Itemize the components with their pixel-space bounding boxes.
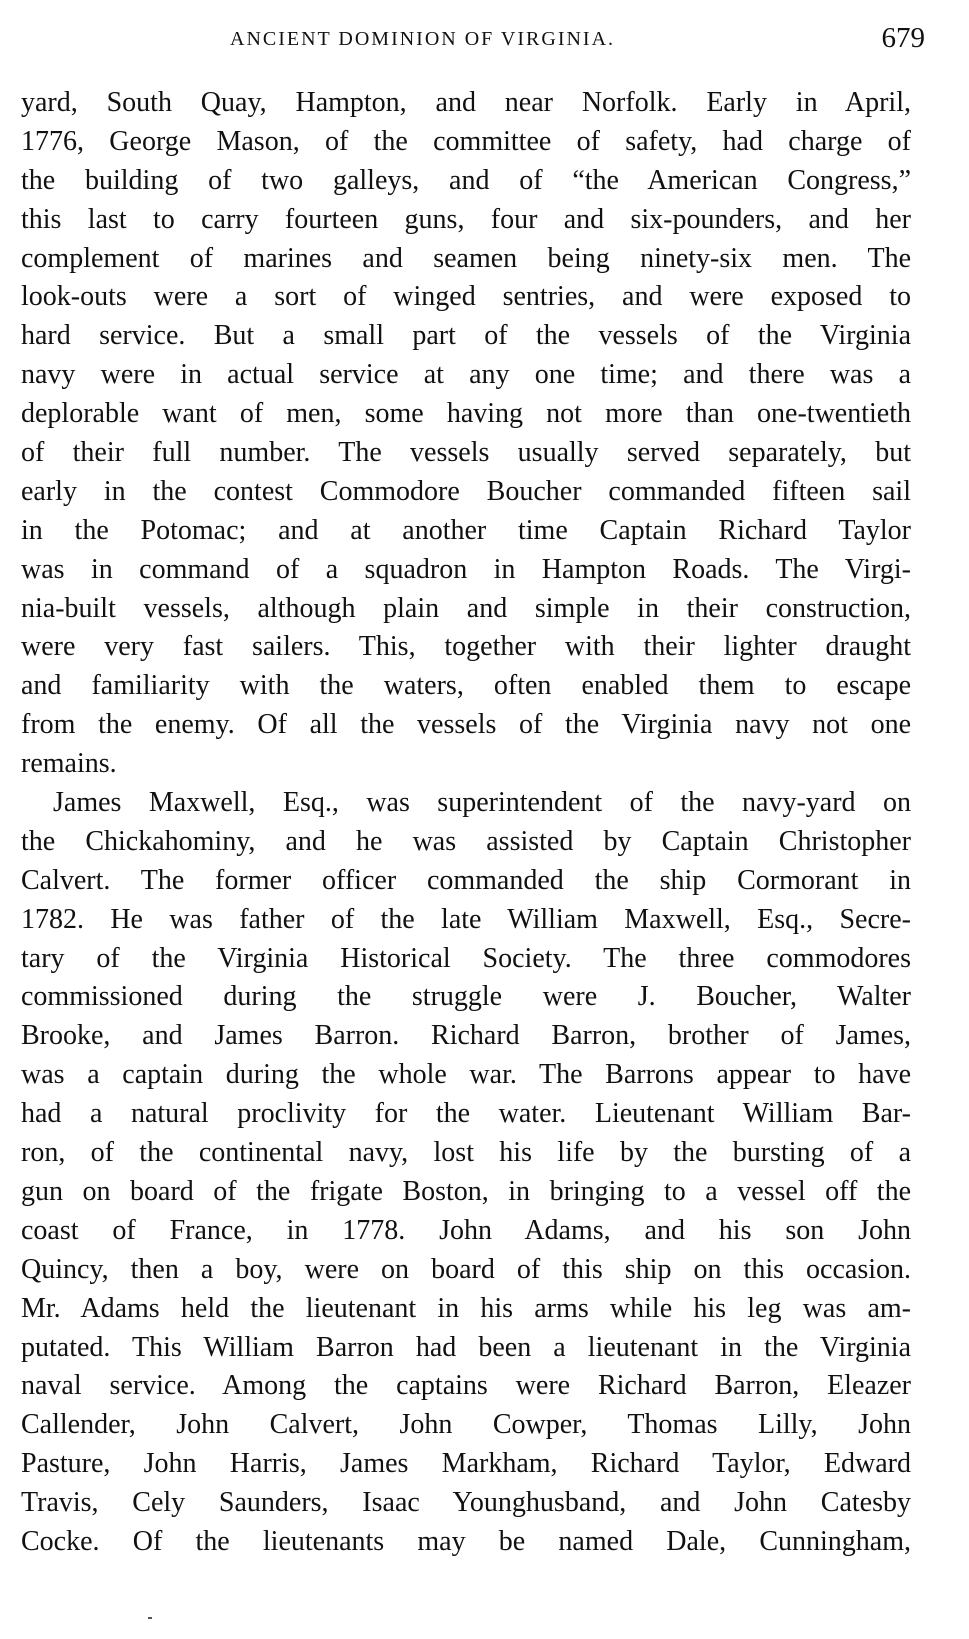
text-line: Pasture, John Harris, James Markham, Richard Taylor, Edward (21, 1448, 911, 1480)
running-title: ANCIENT DOMINION OF VIRGINIA. (230, 28, 616, 50)
text-line: Cocke. Of the lieutenants may be named Dale, Cunningham, (21, 1525, 911, 1557)
text-line: navy were in actual service at any one time; and there was a (21, 359, 911, 391)
text-line: Callender, John Calvert, John Cowper, Thomas Lilly, John (21, 1409, 911, 1441)
paragraph-2 (21, 784, 911, 1562)
text-line: nia-built vessels, although plain and simple in their construction, (21, 592, 911, 624)
text-line: Calvert. The former officer commanded the ship Cormorant in (21, 864, 911, 896)
running-head (0, 22, 969, 58)
text-line: were very fast sailers. This, together with their lighter draught (21, 631, 911, 663)
text-line: putated. This William Barron had been a lieutenant in the Virginia (21, 1331, 911, 1363)
text-line: yard, South Quay, Hampton, and near Norfolk. Early in April, (21, 87, 911, 118)
print-mark (148, 1617, 152, 1619)
body-text (21, 84, 911, 1562)
text-line: had a natural proclivity for the water. Lieutenant William Bar- (21, 1098, 911, 1130)
text-line: remains. (21, 748, 117, 780)
text-line: deplorable want of men, some having not more than one-twentieth (21, 398, 911, 430)
text-line: was in command of a squadron in Hampton Roads. The Virgi- (21, 553, 911, 585)
text-line: of their full number. The vessels usually served separately, but (21, 437, 911, 469)
text-line: the Chickahominy, and he was assisted by Captain Christopher (21, 825, 911, 857)
text-line: Brooke, and James Barron. Richard Barron, brother of James, (21, 1020, 911, 1052)
text-line: coast of France, in 1778. John Adams, and his son John (21, 1214, 911, 1246)
text-line: Travis, Cely Saunders, Isaac Younghusband, and John Catesby (21, 1487, 911, 1519)
text-line: Mr. Adams held the lieutenant in his arms while his leg was am- (21, 1292, 911, 1324)
text-line: in the Potomac; and at another time Captain Richard Taylor (21, 514, 911, 546)
text-line: and familiarity with the waters, often enabled them to escape (21, 670, 911, 702)
text-line: commissioned during the struggle were J. Boucher, Walter (21, 981, 911, 1013)
text-line: tary of the Virginia Historical Society. The three commodores (21, 942, 911, 974)
text-line: was a captain during the whole war. The Barrons appear to have (21, 1059, 911, 1091)
text-line: hard service. But a small part of the vessels of the Virginia (21, 320, 911, 352)
text-line: gun on board of the frigate Boston, in bringing to a vessel off the (21, 1175, 911, 1207)
text-line: 1782. He was father of the late William Maxwell, Esq., Secre- (21, 903, 911, 935)
text-line: naval service. Among the captains were Richard Barron, Eleazer (21, 1370, 911, 1402)
text-line: from the enemy. Of all the vessels of the Virginia navy not one (21, 709, 911, 741)
page-number: 679 (881, 22, 925, 54)
text-line: complement of marines and seamen being ninety-six men. The (21, 242, 911, 274)
text-line: look-outs were a sort of winged sentries, and were exposed to (21, 281, 911, 313)
text-line: 1776, George Mason, of the committee of safety, had charge of (21, 125, 911, 157)
paragraph-1 (21, 84, 911, 784)
text-line: Quincy, then a boy, were on board of this ship on this occasion. (21, 1253, 911, 1285)
text-line: James Maxwell, Esq., was superintendent of the navy-yard on (53, 787, 911, 819)
text-line: early in the contest Commodore Boucher commanded fifteen sail (21, 475, 911, 507)
text-line: the building of two galleys, and of “the American Congress,” (21, 164, 911, 196)
text-line: this last to carry fourteen guns, four and six-pounders, and her (21, 203, 911, 235)
text-line: ron, of the continental navy, lost his life by the bursting of a (21, 1137, 911, 1169)
